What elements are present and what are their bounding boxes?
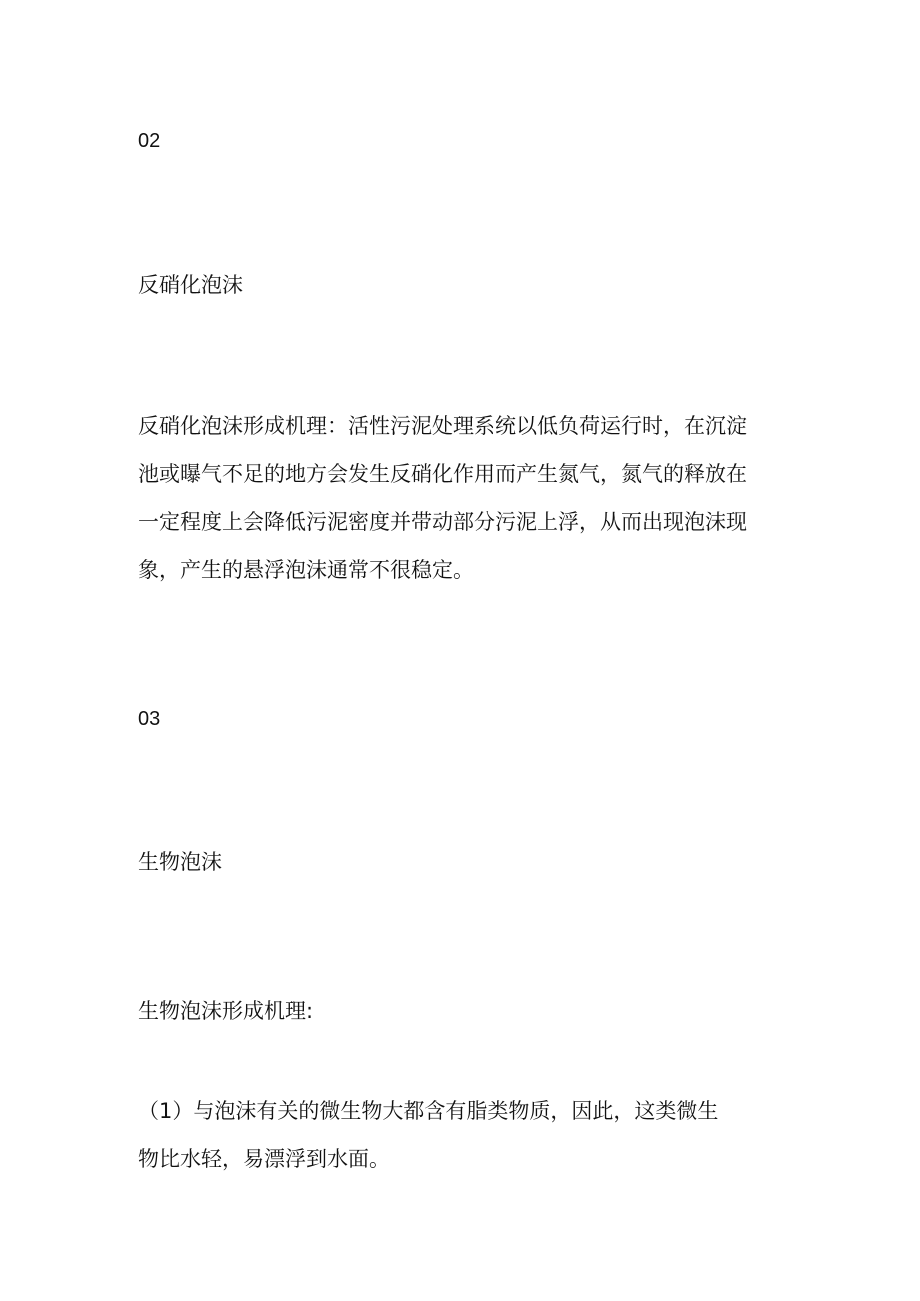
paragraph-line: 池或曝气不足的地方会发生反硝化作用而产生氮气，氮气的释放在: [138, 462, 747, 486]
section-number-03: 03: [138, 708, 161, 730]
list-item-1: [138, 1087, 718, 1183]
paragraph-line: 反硝化泡沫形成机理：活性污泥处理系统以低负荷运行时，在沉淀: [138, 414, 747, 438]
list-item-line: （1）与泡沫有关的微生物大都含有脂类物质，因此，这类微生: [138, 1099, 719, 1123]
section-number-02: 02: [138, 130, 161, 152]
section-heading-denitrification-foam: 反硝化泡沫: [138, 273, 243, 297]
paragraph-line: 象，产生的悬浮泡沫通常不很稳定。: [138, 558, 474, 582]
subheading-biological-foam-mechanism: 生物泡沫形成机理:: [138, 999, 314, 1023]
section-heading-biological-foam: 生物泡沫: [138, 850, 222, 874]
list-item-line: 物比水轻，易漂浮到水面。: [138, 1147, 390, 1171]
paragraph-denitrification-mechanism: [138, 402, 747, 594]
paragraph-line: 一定程度上会降低污泥密度并带动部分污泥上浮，从而出现泡沫现: [138, 510, 747, 534]
